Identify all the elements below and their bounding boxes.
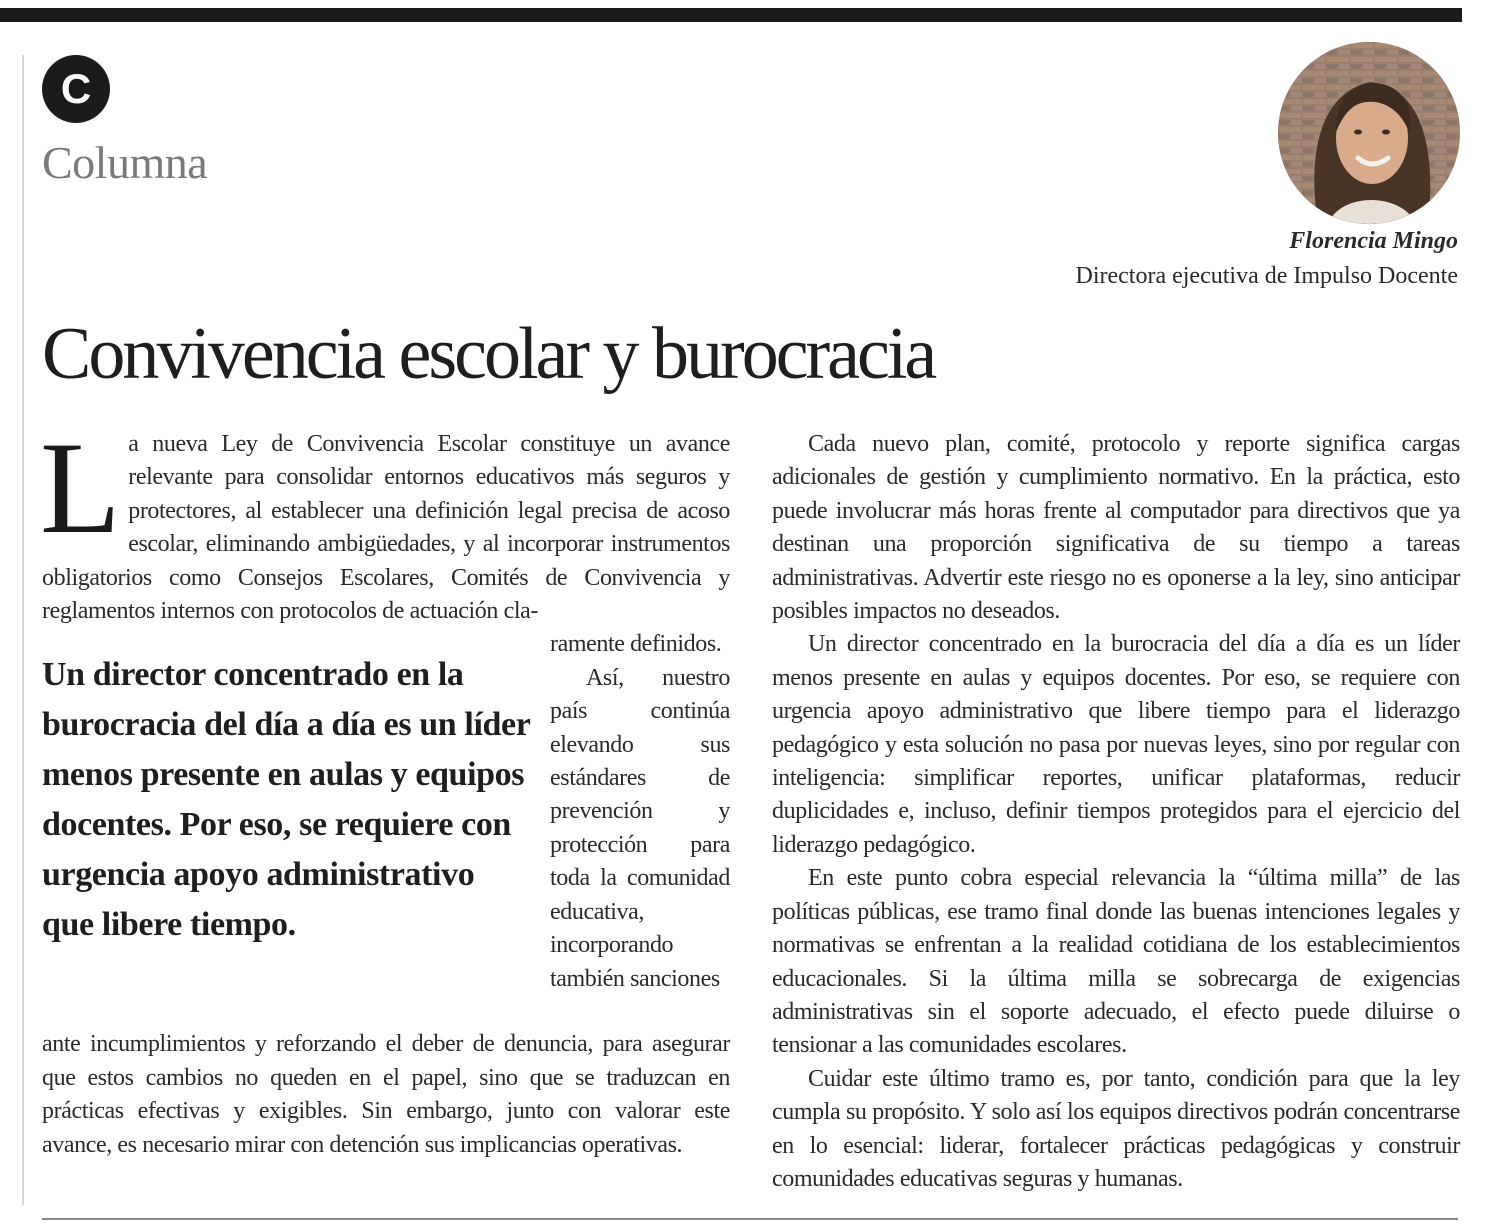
pull-quote: Un director concentrado en la burocracia del día a día es un líder menos presente en aulas y equipos docentes. Por eso, se requiere con urgencia apoyo administrativo que libere tiempo. [42,656,530,944]
section-label: Columna [42,137,208,188]
bottom-rule [42,1218,1458,1220]
author-photo [1278,42,1460,224]
lead-paragraph [40,414,730,628]
narrow-text-column [550,628,730,995]
narrow-paragraph-end: ramente definidos. [550,631,722,658]
body-paragraph: Cuidar este último tramo es, por tanto, condición para que la ley cumpla su propósito. Y solo así los equipos directivos podrán concentrarse en lo esencial: liderar, fortalecer prácticas pedagógicas y construir comunidades educativas seguras y humanas. [772,1065,1460,1192]
author-role: Directora ejecutiva de Impulso Docente [1075,263,1458,289]
top-rule [0,8,1462,22]
body-paragraph: Un director concentrado en la burocracia del día a día es un líder menos presente en aulas y equipos docentes. Por eso, se requiere con urgencia apoyo administrativo que libere tiempo para el liderazgo pedagógico y esta solución no pasa por nuevas leyes, sino por regular con inteligencia: simplificar reportes, unificar plataformas, reducir duplicidades e, incluso, definir tiempos protegidos para el ejercicio del liderazgo pedagógico. [772,631,1460,858]
column-divider [22,55,24,1205]
narrow-paragraph: Así, nuestro país continúa elevando sus estándares de prevención y protección para toda la comunidad educativa, incorporando también sanciones [550,664,730,992]
author-portrait-illustration [1278,42,1460,224]
article-column-left [40,414,730,1162]
lead-paragraph-text: a nueva Ley de Convivencia Escolar constituye un avance relevante para consolidar entornos educativos más seguros y protectores, al establecer una definición legal precisa de acoso escolar, eliminando ambigüedades, y al incorporar instrumentos obligatorios como Consejos Escolares, Comités de Convivencia y reglamentos internos con protocolos de actuación cla- [42,431,730,625]
headline: Convivencia escolar y burocracia [42,313,935,395]
body-paragraph: Cada nuevo plan, comité, protocolo y reporte significa cargas adicionales de gestión y cumplimiento normativo. En la práctica, esto puede involucrar más horas frente al computador para directivos que ya destinan una proporción significativa de su tiempo a tareas administrativas. Advertir este riesgo no es oponerse a la ley, sino anticipar posibles impactos no deseados. [772,431,1460,625]
section-badge-letter: C [60,65,92,112]
body-paragraph: En este punto cobra especial relevancia la “última milla” de las políticas públicas, ese tramo final donde las buenas intenciones legales y normativas se enfrentan a la realidad cotidiana de los establecimientos educacionales. Si la última milla se sobrecarga de exigencias administrativas sin el soporte adecuado, el efecto puede diluirse o tensionar a las comunidades escolares. [772,865,1460,1059]
drop-cap: L [40,414,121,561]
author-name: Florencia Mingo [1289,228,1458,254]
article-column-right [772,428,1460,1196]
lead-continuation: ante incumplimientos y reforzando el deber de denuncia, para asegurar que estos cambios no queden en el papel, sino que se traduzcan en prácticas efectivas y exigibles. Sin embargo, junto con valorar este avance, es necesario mirar con detención sus implicancias operativas. [42,1031,730,1158]
pullquote-row [42,628,730,1028]
section-badge [42,55,110,123]
